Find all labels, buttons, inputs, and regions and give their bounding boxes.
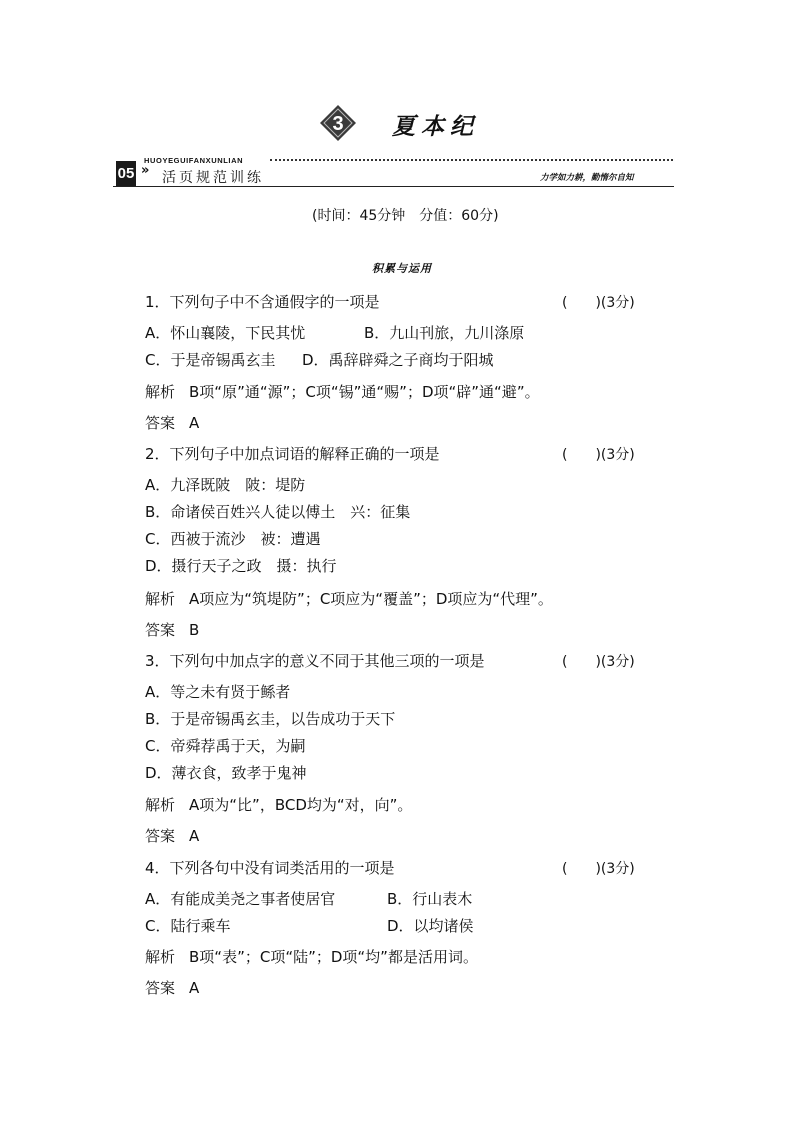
section-number: 05 xyxy=(116,161,136,186)
question-1-analysis xyxy=(145,381,540,402)
question-1-stem: 1．下列句子中不含通假字的一项是 xyxy=(145,293,380,311)
page-title: 夏本纪 xyxy=(392,113,479,140)
question-3-option-b: B．于是帝锡禹玄圭，以告成功于天下 xyxy=(145,710,396,728)
question-3-score: ( )(3分) xyxy=(562,654,635,670)
answer-label: 答案 xyxy=(145,827,176,845)
answer-text: A xyxy=(189,827,200,845)
header-label: 活页规范训练 xyxy=(162,170,264,186)
answer-label: 答案 xyxy=(145,621,176,639)
chapter-number-badge xyxy=(319,104,357,142)
double-chevron-icon: » xyxy=(141,163,150,178)
question-1-answer xyxy=(145,412,199,433)
analysis-label: 解析 xyxy=(145,590,176,608)
question-4-analysis xyxy=(145,946,478,967)
section-heading: 积累与运用 xyxy=(372,262,432,275)
answer-text: A xyxy=(189,979,200,997)
analysis-label: 解析 xyxy=(145,796,176,814)
question-2-option-d: D．摄行天子之政 摄：执行 xyxy=(145,557,337,575)
question-4-option-c: C．陆行乘车 xyxy=(145,917,231,935)
analysis-label: 解析 xyxy=(145,383,176,401)
header-dotted-divider xyxy=(270,159,673,161)
question-2-stem: 2．下列句子中加点词语的解释正确的一项是 xyxy=(145,445,440,463)
answer-label: 答案 xyxy=(145,414,176,432)
question-4-score: ( )(3分) xyxy=(562,861,635,877)
question-2-score: ( )(3分) xyxy=(562,447,635,463)
question-3-option-a: A．等之未有贤于鲧者 xyxy=(145,683,291,701)
question-4-option-a: A．有能成美尧之事者使居官 xyxy=(145,890,336,908)
answer-text: B xyxy=(189,621,200,639)
analysis-text: B项“表”；C项“陆”；D项“均”都是活用词。 xyxy=(189,948,478,966)
analysis-text: A项应为“筑堤防”；C项应为“覆盖”；D项应为“代理”。 xyxy=(189,590,553,608)
analysis-label: 解析 xyxy=(145,948,176,966)
question-2-option-c: C．西被于流沙 被：遭遇 xyxy=(145,530,321,548)
question-3-stem: 3．下列句中加点字的意义不同于其他三项的一项是 xyxy=(145,652,485,670)
question-4-stem: 4．下列各句中没有词类活用的一项是 xyxy=(145,859,395,877)
question-3-analysis xyxy=(145,794,412,815)
question-1-score: ( )(3分) xyxy=(562,295,635,311)
chapter-number: 3 xyxy=(332,113,344,135)
question-3-answer xyxy=(145,825,199,846)
question-3-option-d: D．薄衣食，致孝于鬼神 xyxy=(145,764,307,782)
answer-label: 答案 xyxy=(145,979,176,997)
time-score-info: (时间：45分钟 分值：60分) xyxy=(312,208,499,224)
question-2-option-a: A．九泽既陂 陂：堤防 xyxy=(145,476,306,494)
question-3-option-c: C．帝舜荐禹于天，为嗣 xyxy=(145,737,306,755)
question-1-option-c: C．于是帝锡禹玄圭 xyxy=(145,351,276,369)
question-2-analysis xyxy=(145,588,553,609)
question-4-option-b: B．行山表木 xyxy=(387,890,473,908)
question-4-answer xyxy=(145,977,199,998)
question-1-option-b: B．九山刊旅，九川涤原 xyxy=(364,324,525,342)
analysis-text: B项“原”通“源”；C项“锡”通“赐”；D项“辟”通“避”。 xyxy=(189,383,540,401)
answer-text: A xyxy=(189,414,200,432)
analysis-text: A项为“比”，BCD均为“对，向”。 xyxy=(189,796,413,814)
header-pinyin: HUOYEGUIFANXUNLIAN xyxy=(144,156,244,165)
question-4-option-d: D．以均诸侯 xyxy=(387,917,474,935)
question-1-option-a: A．怀山襄陵，下民其忧 xyxy=(145,324,306,342)
question-2-answer xyxy=(145,619,199,640)
question-1-option-d: D．禹辞辟舜之子商均于阳城 xyxy=(302,351,494,369)
header-motto: 力学如力耕，勤惰尔自知 xyxy=(540,173,634,183)
header-rule xyxy=(113,186,674,187)
question-2-option-b: B．命诸侯百姓兴人徒以傅土 兴：征集 xyxy=(145,503,411,521)
